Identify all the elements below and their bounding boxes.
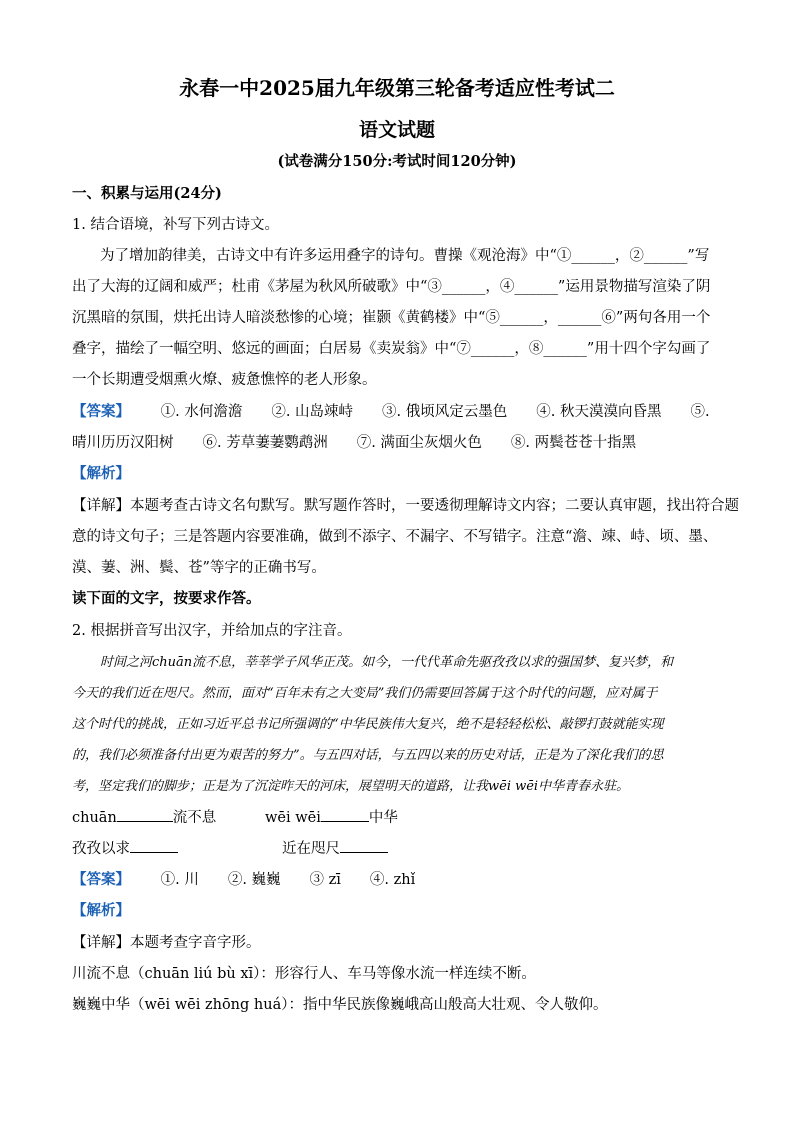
read-instruction: 读下面的文字，按要求作答。: [72, 590, 261, 607]
q2-blank-row: [265, 806, 398, 827]
q2-detail-line: 【详解】本题考查字音字形。: [72, 935, 261, 951]
answer-blank[interactable]: [340, 838, 388, 853]
blank-suffix: 流不息: [172, 810, 217, 826]
q1-paragraph-line: 叠字，描绘了一幅空明、悠远的画面；白居易《卖炭翁》中“⑦______，⑧______”用十四个字勾画了: [72, 341, 711, 357]
blank-suffix: 中华: [368, 810, 398, 826]
word-label: 近在咫尺: [282, 841, 340, 857]
q2-blank-row: [72, 837, 178, 858]
q2-passage-line: 今天的我们近在咫尺。然而，面对“百年未有之大变局”我们仍需要回答属于这个时代的问题，应对属于: [72, 686, 658, 701]
answer-blank[interactable]: [117, 807, 173, 822]
pinyin-label: wēi wēi: [265, 810, 321, 826]
q2-answer-line: [72, 868, 415, 889]
q1-answer-line: [72, 400, 710, 421]
q2-passage-line: 的，我们必须准备付出更为艰苦的努力”。与五四对话，与五四以来的历史对话，正是为了深化我们的思: [72, 748, 664, 763]
q2-detail-line: 巍巍中华（wēi wēi zhōng huá）：指中华民族像巍峨高山般高大壮观、令人敬仰。: [72, 997, 608, 1013]
q1-answer-text: ①. 水何澹澹 ②. 山岛竦峙 ③. 俄顷风定云墨色 ④. 秋天漠漠向昏黑 ⑤.: [160, 404, 710, 420]
pinyin-label: chuān: [72, 810, 117, 826]
exam-title: 永春一中2025届九年级第三轮备考适应性考试二: [179, 76, 615, 100]
q1-paragraph-line: 出了大海的辽阔和威严；杜甫《茅屋为秋风所破歌》中“③______，④______”运用景物描写渲染了阴: [72, 279, 711, 295]
answer-tag: 【答案】: [72, 871, 130, 888]
q1-paragraph-line: 一个长期遭受烟熏火燎、疲惫憔悴的老人形象。: [72, 372, 377, 388]
q1-detail-line: 漠、萋、洲、鬓、苍”等字的正确书写。: [72, 560, 326, 576]
exam-info: (试卷满分150分:考试时间120分钟): [277, 153, 517, 170]
q2-passage-line: 时间之河chuān流不息，莘莘学子风华正茂。如今，一代代革命先驱孜孜以求的强国梦、复兴梦，和: [100, 655, 674, 670]
q2-answer-text: ①. 川 ②. 巍巍 ③ zī ④. zhǐ: [160, 872, 416, 888]
q2-stem: 2. 根据拼音写出汉字，并给加点的字注音。: [72, 623, 352, 639]
q1-answer-line: 晴川历历汉阳树 ⑥. 芳草萋萋鹦鹉洲 ⑦. 满面尘灰烟火色 ⑧. 两鬓苍苍十指黑: [72, 435, 637, 451]
q2-passage-line: 这个时代的挑战，正如习近平总书记所强调的“中华民族伟大复兴，绝不是轻轻松松、敲锣打鼓就能实现: [72, 717, 664, 732]
q1-stem: 1. 结合语境，补写下列古诗文。: [72, 217, 279, 233]
analysis-tag: 【解析】: [72, 465, 130, 482]
q1-detail-line: 【详解】本题考查古诗文名句默写。默写题作答时，一要透彻理解诗文内容；二要认真审题，找出符合题: [72, 498, 739, 514]
q2-blank-row: [72, 806, 216, 827]
q1-paragraph-line: 沉黑暗的氛围，烘托出诗人暗淡愁惨的心境；崔颢《黄鹤楼》中“⑤______，______⑥”两句各用一个: [72, 310, 711, 326]
q1-detail-line: 意的诗文句子；三是答题内容要准确，做到不添字、不漏字、不写错字。注意“澹、竦、峙、顷、墨、: [72, 529, 718, 545]
q2-blank-row: [282, 837, 388, 858]
analysis-tag: 【解析】: [72, 902, 130, 919]
word-label: 孜孜以求: [72, 841, 130, 857]
section-heading: 一、积累与运用(24分): [72, 185, 222, 202]
q2-passage-line: 考，坚定我们的脚步；正是为了沉淀昨天的河床，展望明天的道路，让我wēi wēi中华青春永驻。: [72, 779, 630, 794]
exam-subtitle: 语文试题: [358, 119, 435, 141]
q1-paragraph-line: 为了增加韵律美，古诗文中有许多运用叠字的诗句。曹操《观沧海》中“①______，②______”写: [100, 248, 710, 264]
answer-blank[interactable]: [321, 807, 369, 822]
answer-tag: 【答案】: [72, 403, 130, 420]
answer-blank[interactable]: [130, 838, 178, 853]
q2-detail-line: 川流不息（chuān liú bù xī）：形容行人、车马等像水流一样连续不断。: [72, 966, 536, 982]
